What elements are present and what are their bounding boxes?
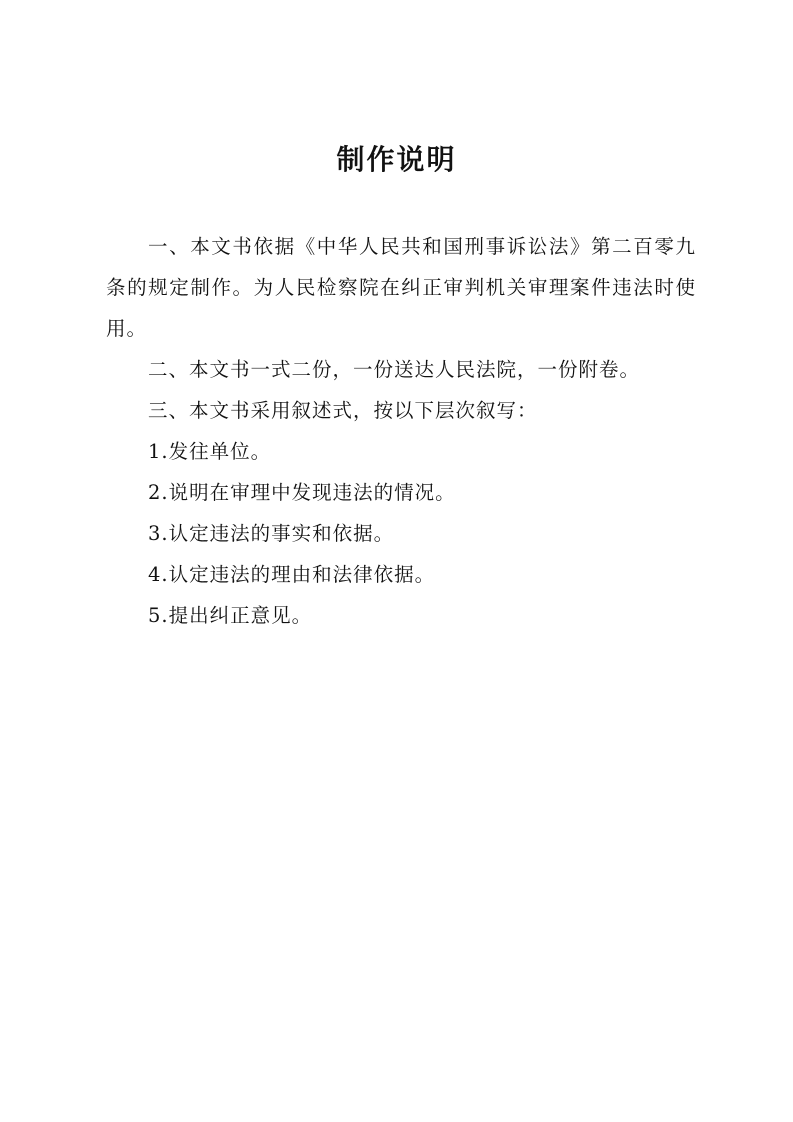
paragraph-basis: 一、本文书依据《中华人民共和国刑事诉讼法》第二百零九条的规定制作。为人民检察院在纠正审判机关审理案件违法时使用。: [106, 235, 696, 340]
list-item-recipient: 1.发往单位。: [148, 440, 272, 463]
paragraph-format: 三、本文书采用叙述式，按以下层次叙写：: [148, 399, 538, 422]
list-item-violation-found: 2.说明在审理中发现违法的情况。: [148, 481, 456, 504]
document-body: [106, 226, 696, 636]
paragraph-copies: 二、本文书一式二份，一份送达人民法院，一份附卷。: [148, 358, 641, 381]
list-item-facts-basis: 3.认定违法的事实和依据。: [148, 522, 395, 545]
list-item-correction-opinion: 5.提出纠正意见。: [148, 604, 313, 627]
page-title: 制作说明: [336, 143, 457, 176]
list-item-legal-basis: 4.认定违法的理由和法律依据。: [148, 563, 436, 586]
